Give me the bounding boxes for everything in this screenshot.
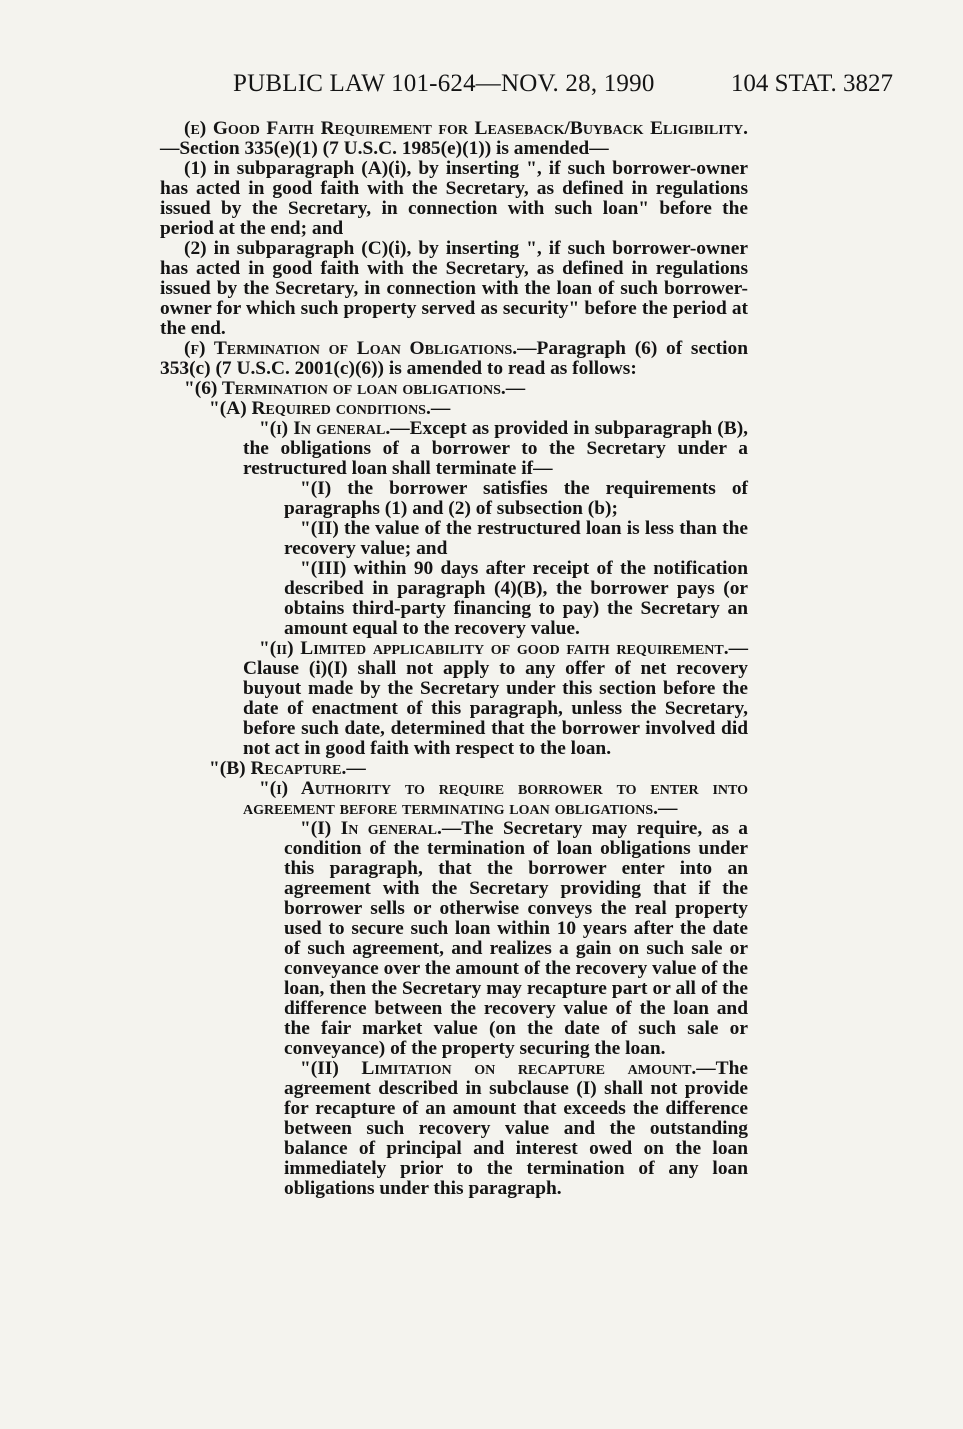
paragraph-e2: (2) in subparagraph (C)(i), by inserting ", if such borrower-owner has acted in good faith with the Secretary, as defined in regulations issued by the Secretary, in connection with the loan of such borrower-owner for which such property served as security" before the period at the end. [160,238,748,339]
subparagraph-B-dash: — [346,758,366,779]
subparagraph-A-heading [160,399,748,419]
subsection-e [160,119,748,159]
subsection-e-text: —Section 335(e)(1) (7 U.S.C. 1985(e)(1)) is amended— [160,138,609,159]
paragraph-6-dash: — [505,378,526,399]
subclause-B-i-I-heading: "(I) In general. [300,818,442,839]
public-law-title: PUBLIC LAW 101-624—NOV. 28, 1990 [233,70,655,97]
subparagraph-A-title: "(A) Required conditions. [209,398,431,419]
subclause-B-i-II-heading: "(II) Limitation on recapture amount. [300,1058,697,1079]
subclause-A-i-II: "(II) the value of the restructured loan is less than the recovery value; and [284,518,748,559]
subsection-e-heading: (e) Good Faith Requirement for Leaseback/Buyback Eligibility. [184,118,748,139]
paragraph-6-title: "(6) Termination of loan obligations. [184,378,506,399]
stat-page-number: 104 STAT. 3827 [730,70,893,97]
subclause-B-i-I-text: —The Secretary may require, as a condition of the termination of loan obligations under this paragraph, that the borrower enter into an agreement with the Secretary providing that if the borrower sells or otherwise conveys the real property used to secure such loan within 10 years after the date of such agreement, and realizes a gain on such sale or conveyance over the amount of the recovery value of the loan, then the Secretary may recapture part or all of the difference between the recovery value of the loan and the fair market value (on the date of such sale or conveyance) of the property securing the loan. [284,818,749,1059]
paragraph-e1: (1) in subparagraph (A)(i), by inserting ", if such borrower-owner has acted in good faith with the Secretary, as defined in regulations issued by the Secretary, in connection with such loan" before the period at the end; and [160,158,748,239]
subsection-f [160,339,748,379]
clause-A-i [160,419,748,479]
clause-A-ii-text: —Clause (i)(I) shall not apply to any offer of net recovery buyout made by the Secretary under this section before the date of enactment of this paragraph, unless the Secretary, before such date, determined that the borrower involved did not act in good faith with respect to the loan. [243,638,748,759]
clause-A-i-heading: "(i) In general. [259,418,391,439]
subclause-B-i-II-text: —The agreement described in subclause (I) shall not provide for recapture of an amount that exceeds the difference between such recovery value and the outstanding balance of principal and interest owed on the loan immediately prior to the termination of any loan obligations under this paragraph. [284,1058,748,1199]
clause-B-i-title: "(i) Authority to require borrower to enter into agreement before terminating loan obligations. [243,778,748,819]
clause-A-ii [160,639,748,759]
subclause-A-i-I: "(I) the borrower satisfies the requirements of paragraphs (1) and (2) of subsection (b); [284,478,748,519]
clause-B-i-heading [160,779,748,819]
paragraph-6-heading [160,379,748,399]
running-head [0,70,963,104]
subclause-B-i-II [160,1059,748,1199]
subsection-f-heading: (f) Termination of Loan Obligations. [184,338,518,359]
body-text [160,119,748,1199]
clause-A-ii-heading: "(ii) Limited applicability of good faith requirement. [259,638,729,659]
clause-B-i-dash: — [658,798,678,819]
subparagraph-B-title: "(B) Recapture. [209,758,347,779]
subclause-A-i-III: "(III) within 90 days after receipt of the notification described in paragraph (4)(B), the borrower pays (or obtains third-party financing to pay) the Secretary an amount equal to the recovery value. [284,558,748,639]
subparagraph-B-heading [160,759,748,779]
subclause-B-i-I [160,819,748,1059]
subsection-f-text: —Paragraph (6) of section 353(c) (7 U.S.C. 2001(c)(6)) is amended to read as follows: [160,338,749,379]
subparagraph-A-dash: — [430,398,451,419]
clause-A-i-text: —Except as provided in subparagraph (B), the obligations of a borrower to the Secretary under a restructured loan shall terminate if— [243,418,749,479]
